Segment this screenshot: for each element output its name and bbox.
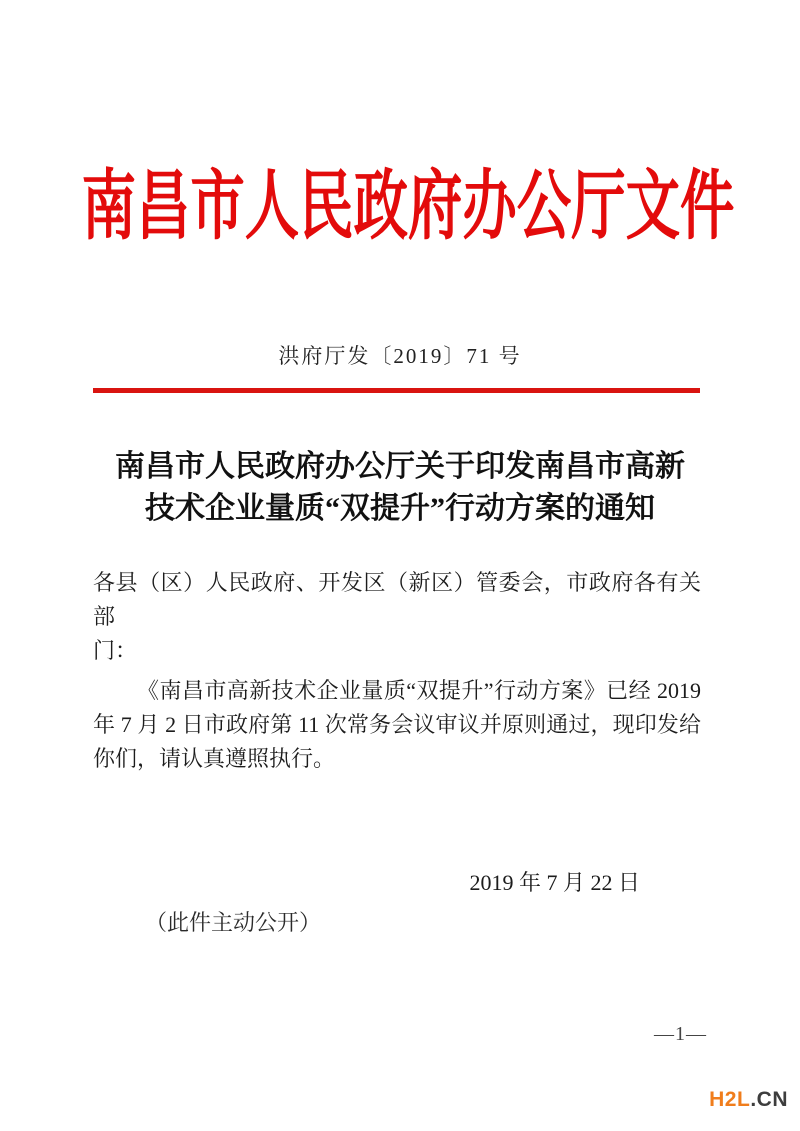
- red-divider-line: [93, 388, 700, 393]
- watermark-brand: H2L: [709, 1088, 751, 1111]
- document-title-line1: 南昌市人民政府办公厅关于印发南昌市高新: [115, 450, 685, 483]
- doc-number: 洪府厅发〔2019〕71 号: [278, 344, 522, 368]
- body-text: [93, 566, 701, 776]
- salutation-line: 各县（区）人民政府、开发区（新区）管委会，市政府各有关部: [93, 570, 701, 629]
- red-header-title: 南昌市人民政府办公厅文件: [81, 163, 735, 249]
- body-line: 《南昌市高新技术企业量质“双提升”行动方案》已经 2019: [137, 678, 701, 703]
- document-title-line2: 技术企业量质“双提升”行动方案的通知: [145, 492, 655, 525]
- body-line: 年 7 月 2 日市政府第 11 次常务会议审议并原则通过，现印发给: [93, 712, 701, 737]
- watermark-suffix: .CN: [750, 1088, 788, 1111]
- salutation-line: 门：: [93, 638, 138, 663]
- document-title: [0, 446, 800, 530]
- page-number: —1—: [654, 1023, 707, 1045]
- letterhead: [0, 163, 800, 249]
- issue-date: 2019 年 7 月 22 日: [469, 870, 640, 895]
- disclosure-note: （此件主动公开）: [145, 910, 322, 935]
- body-line: 你们，请认真遵照执行。: [93, 746, 336, 771]
- watermark: [709, 1088, 788, 1112]
